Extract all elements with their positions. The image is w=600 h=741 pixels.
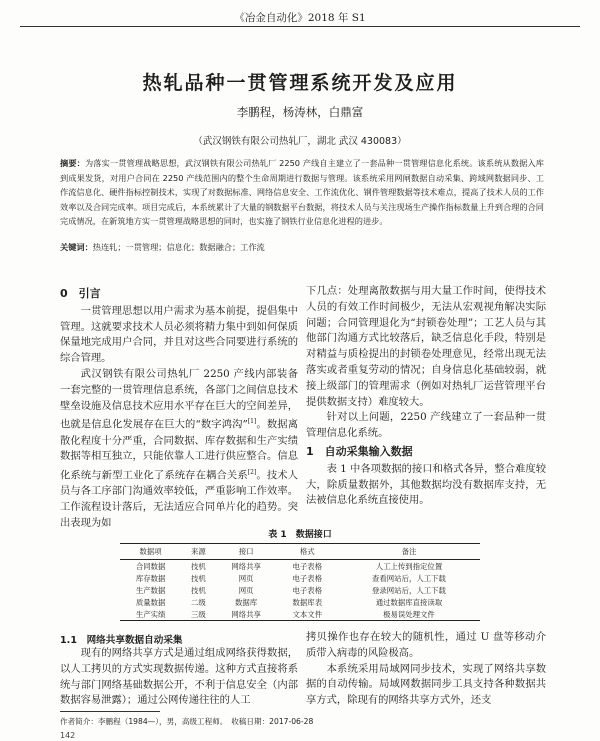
footnote: 作者简介：李鹏程（1984—），男，高级工程师。 收稿日期：2017-06-28 xyxy=(60,717,314,726)
table-cell: 质量数据 xyxy=(135,597,166,607)
table-cell: 库存数据 xyxy=(135,573,166,583)
keywords xyxy=(60,242,544,253)
table-cell: 电子表格 xyxy=(292,585,323,595)
section-0-paragraph-2 xyxy=(60,367,298,532)
keywords-text: 热连轧；一贯管理；信息化；数据融合；工作流 xyxy=(92,242,265,252)
right-paragraph-1: 下几点：处理离散数据与用大量工作时间，使得技术人员的有效工作时间极少，无法从宏观视角解决实际问题；合同管理退化为“封锁卷处理”；工艺人员与其他部门沟通方式比较落后，缺乏信息化手段，特别是对精益与质检提出的封锁卷处理意见，经常出现无法落实或者重复劳动的情况；自身信息化基础较弱，就接上级部门的管理需求（例如对热轧厂运营管理平台提供数据支持）难度较大。 xyxy=(306,285,546,408)
table-cell: 合同数据 xyxy=(135,561,166,571)
citation-ref-2: [2] xyxy=(247,469,257,477)
table-header-cell: 格式 xyxy=(277,544,338,560)
footnote-rule xyxy=(60,711,160,712)
table-header-row xyxy=(120,544,480,560)
paper-title: 热轧品种一贯管理系统开发及应用 xyxy=(142,72,458,94)
table-cell: 技机 xyxy=(190,561,206,571)
table-1-caption: 表 1 数据接口 xyxy=(268,530,332,540)
table-cell: 电子表格 xyxy=(292,561,323,571)
citation-ref-1: [1] xyxy=(247,418,257,426)
section-1-1-right-paragraph-2: 本系统采用局域网同步技术，实现了网络共享数据的自动传输。局域网数据同步工具支持各种数据共享方式，除现有的网络共享方式外，还支 xyxy=(306,662,546,707)
table-row xyxy=(120,560,480,573)
table-cell: 极易误处理文件 xyxy=(338,608,480,621)
table-cell: 人工上传到指定位置 xyxy=(375,561,443,571)
table-cell: 网页 xyxy=(238,585,254,595)
table-cell: 数据库表 xyxy=(292,597,323,607)
section-1-1-left xyxy=(60,646,298,709)
section-1-paragraph-1: 表 1 中各项数据的接口和格式各异，整合难度较大，除质量数据外，其他数据均没有数据库支持，无法被信息化系统直接使用。 xyxy=(306,462,546,507)
right-column xyxy=(306,284,546,509)
page-number: 142 xyxy=(60,731,76,740)
section-1-1-heading: 1.1 网络共享数据自动采集 xyxy=(60,635,183,646)
section-0-paragraph-2-part-c: 。技术人员与各工序部门沟通效率较低，严重影响工作效率。工作流程设计落后，无法适应合同单片化的趋势。突出表现为如 xyxy=(60,469,299,529)
section-1-1-right-paragraph-1: 拷贝操作也存在较大的随机性，通过 U 盘等移动介质带入病毒的风险极高。 xyxy=(306,631,546,659)
keywords-label: 关键词： xyxy=(60,242,93,252)
section-0-paragraph-2-part-b: 。数据离散化程度十分严重，合同数据、库存数据和生产实绩数据等相互独立，只能依靠人工进行供应整合。信息化系统与新型工业化了系统存在耦合关系 xyxy=(60,418,298,482)
section-1-heading: 1 自动采集输入数据 xyxy=(306,444,413,458)
section-1-1-right xyxy=(306,630,546,709)
table-cell: 文本文件 xyxy=(277,608,338,621)
paper-affiliation: （武汉钢铁有限公司热轧厂，湖北 武汉 430083） xyxy=(193,136,407,147)
table-header-cell: 备注 xyxy=(338,544,480,560)
abstract xyxy=(60,156,544,229)
table-header-cell: 接口 xyxy=(215,544,276,560)
table-cell: 技机 xyxy=(190,585,206,595)
table-cell: 网络共享 xyxy=(231,561,261,571)
table-cell: 数据库 xyxy=(235,597,258,607)
table-header-cell: 来源 xyxy=(181,544,215,560)
running-header: 《冶金自动化》2018 年 S1 xyxy=(234,12,366,24)
table-row xyxy=(120,596,480,608)
table-row xyxy=(120,584,480,596)
abstract-label: 摘要： xyxy=(60,158,85,168)
table-cell: 通过数据库直接读取 xyxy=(375,597,443,607)
table-cell: 查看网站后，人工下载 xyxy=(372,573,446,583)
section-0-paragraph-1: 一贯管理思想以用户需求为基本前提，提倡集中管理。这就要求技术人员必须将精力集中到如何保质保量地完成用户合同，并且对这些合同要进行系统的综合管理。 xyxy=(60,304,298,365)
section-0-heading: 0 引言 xyxy=(60,287,101,300)
section-0-paragraph-2-part-a: 武汉钢铁有限公司热轧厂 2250 产线内部装备一套完整的一贯管理信息系统，各部门之间信息技术壁垒设施及信息技术应用水平存在巨大的空间差异，也就是信息化发展存在巨大的“数字鸿沟” xyxy=(60,367,298,431)
table-cell: 生产实绩 xyxy=(120,608,181,621)
paper-authors: 李鹏程，杨涛林，白鼎富 xyxy=(236,105,364,119)
table-cell: 登录网站后，人工下载 xyxy=(372,585,446,595)
table-cell: 网络共享 xyxy=(215,608,276,621)
table-cell: 生产数据 xyxy=(135,585,166,595)
table-cell: 二级 xyxy=(190,597,206,607)
left-column xyxy=(60,284,298,532)
table-header-cell: 数据项 xyxy=(120,544,181,560)
table-cell: 三级 xyxy=(181,608,215,621)
table-row xyxy=(120,608,480,621)
header-rule xyxy=(20,26,580,27)
section-1-1-paragraph-1: 现有的网络共享方式是通过组成网络获得数据，以人工拷贝的方式实现数据传递。这种方式直接将系统与部门网络基础数据公开，不利于信息安全（内部数据容易泄露）；通过公网传递往往的人工 xyxy=(60,647,298,707)
table-cell: 技机 xyxy=(190,573,206,583)
abstract-text: 为落实一贯管理战略思想，武汉钢铁有限公司热轧厂 2250 产线自主建立了一套品种一贯管理信息化系统。该系统从数据入库到成果发货，对用户合同在 2250 产线范围内的整个生命周期进行数据与管理。该系统采用网闸数据自动采集、跨域网数据同步、工作流信息化、硬件指标控制技术，实现了对数据标准、网络信息安全、工作流优化、钢件管理数据等技术难点，提高了技术人员的工作效率以及合同完成率。项目完成后，本系统累计了大量的钢数据平台数据，将技术人员与关注现场生产操作指标数量上升到合理的合同完成情况，在新筑地方实一贯管理战略思想的同时，也实施了钢铁行业信息化进程的进步。 xyxy=(60,158,544,227)
table-row xyxy=(120,572,480,584)
table-cell: 网页 xyxy=(238,573,254,583)
table-1 xyxy=(120,543,480,621)
table-cell: 电子表格 xyxy=(292,573,323,583)
right-paragraph-2: 针对以上问题，2250 产线建立了一套品种一贯管理信息化系统。 xyxy=(306,411,546,440)
